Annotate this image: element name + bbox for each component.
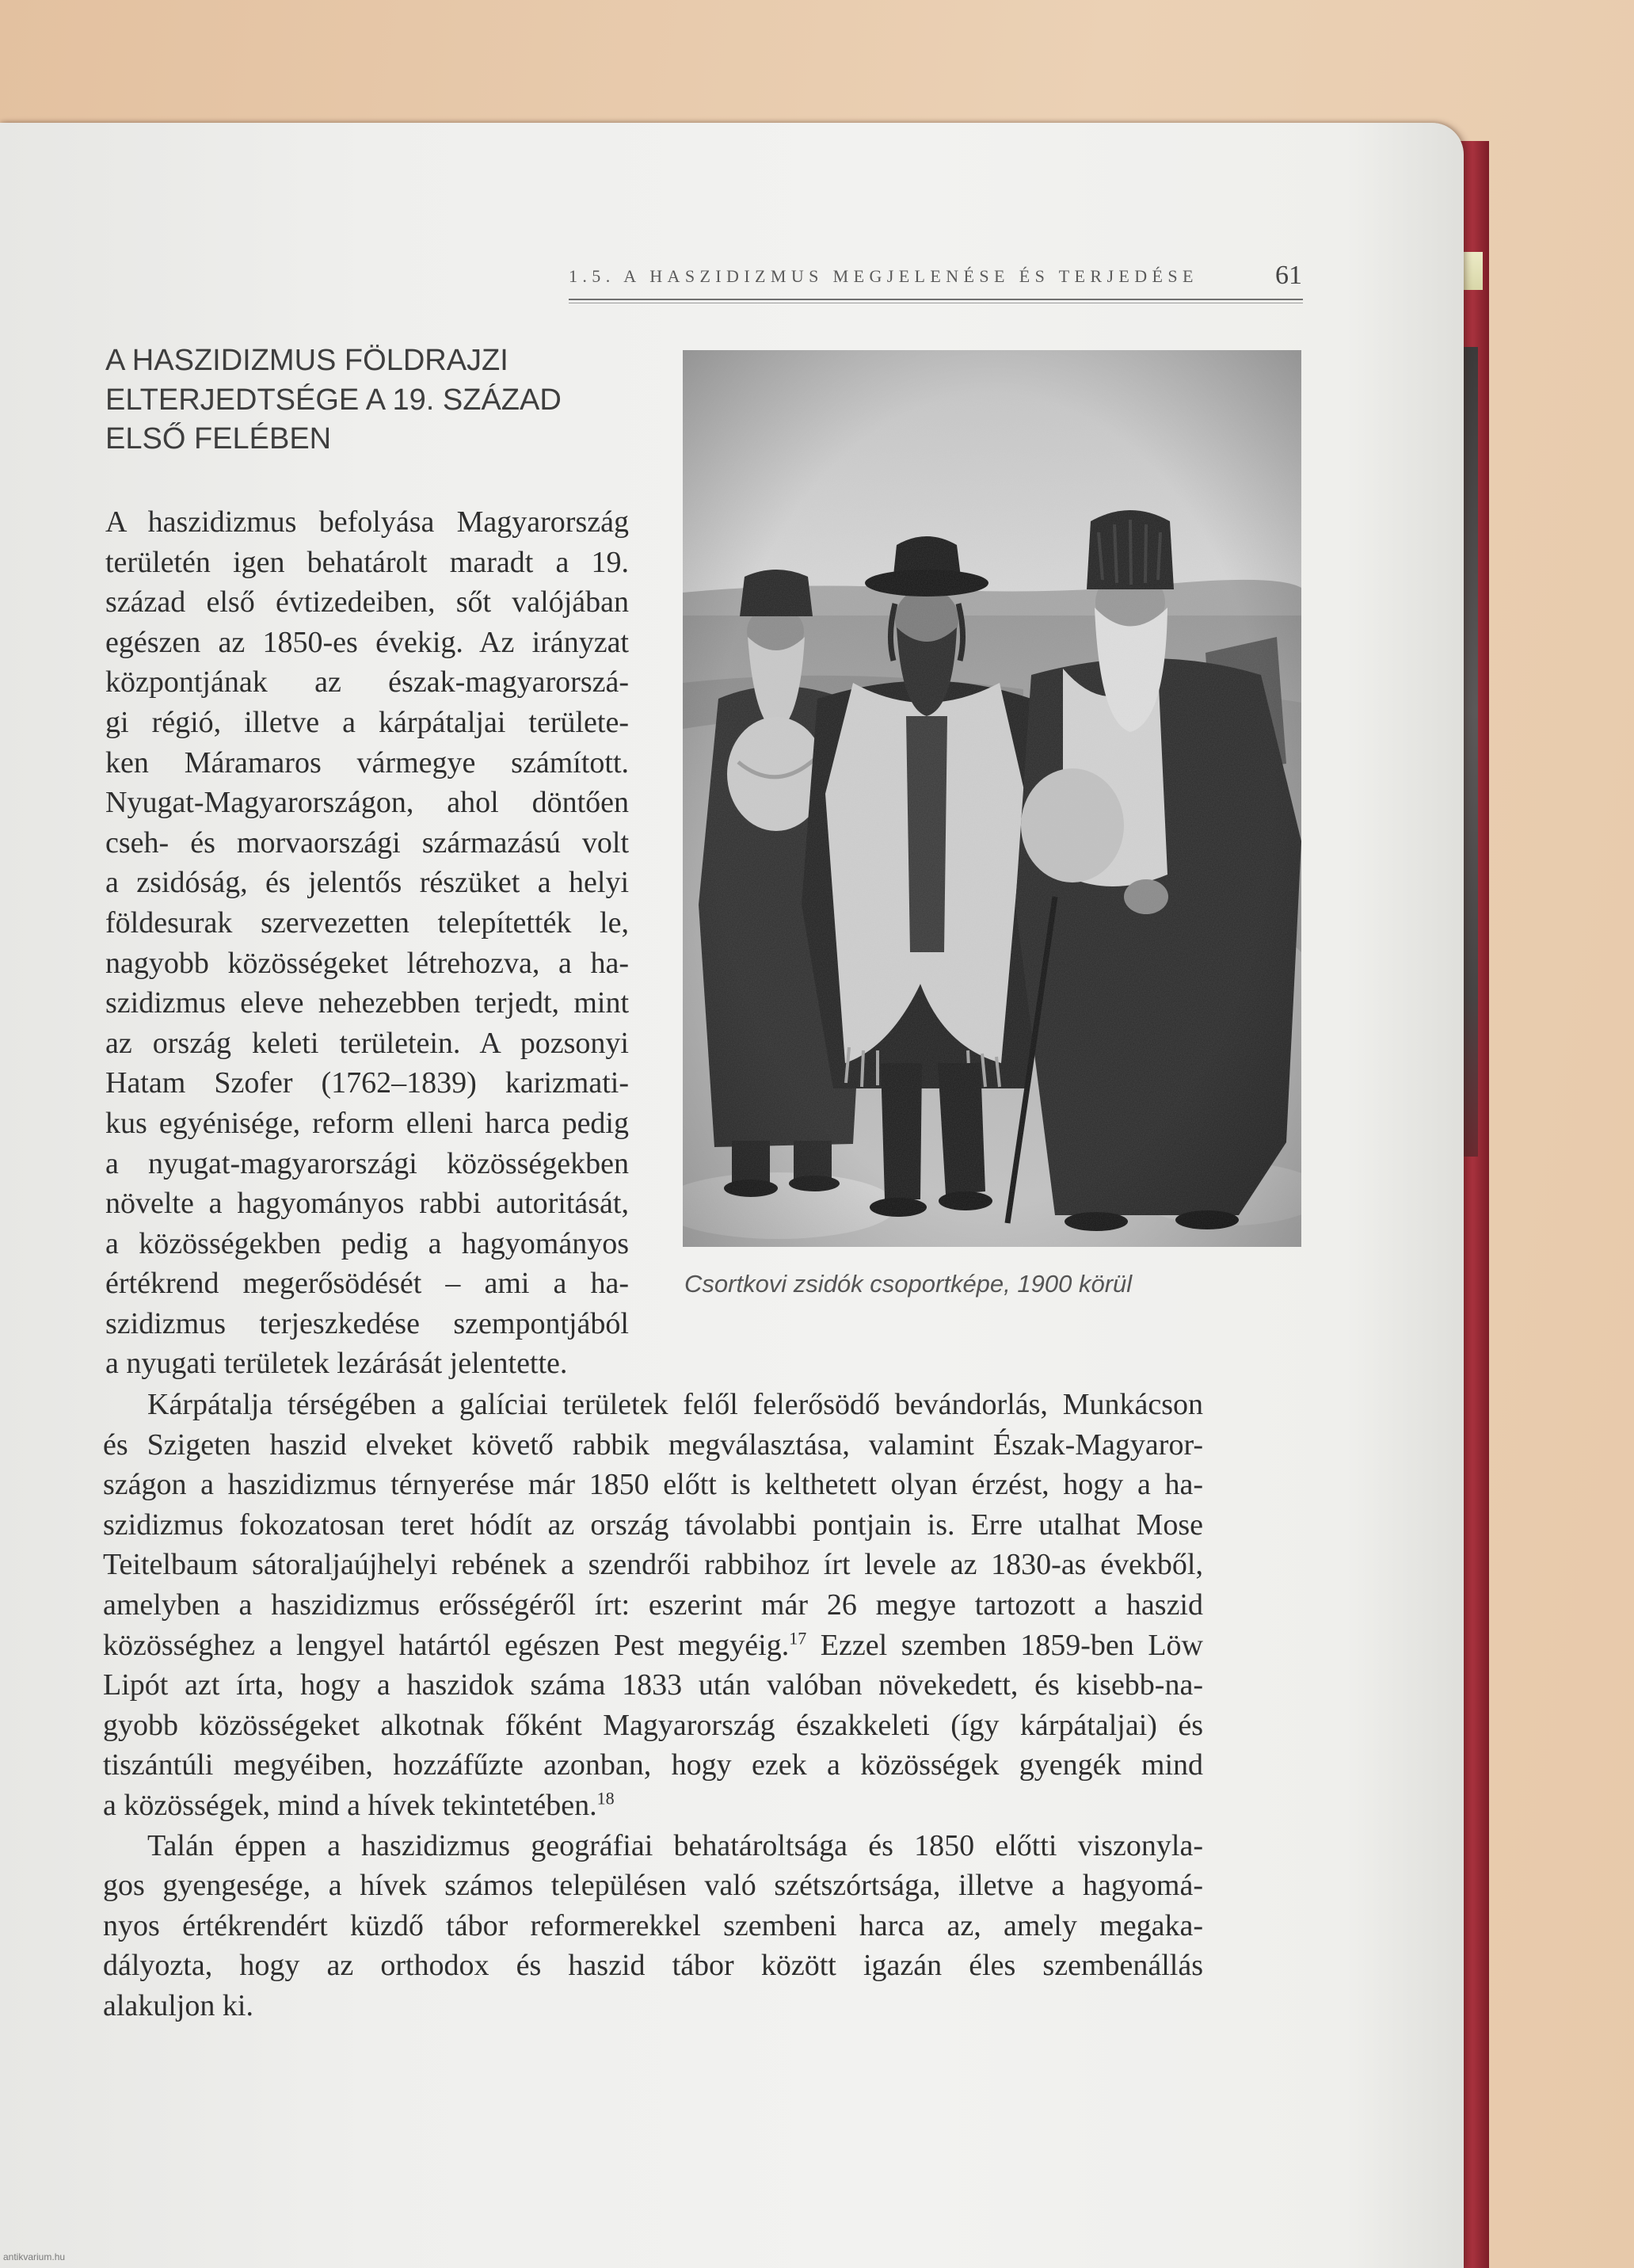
photo-vignette — [683, 350, 1301, 1247]
text-line: területén igen behatárolt maradt a 19. — [105, 545, 629, 579]
text-line: földesurak szervezetten telepítették le, — [105, 905, 629, 940]
section-heading-line: A HASZIDIZMUS FÖLDRAJZI — [105, 344, 508, 377]
underlying-page-edge-dark — [1464, 347, 1478, 1157]
text-line: értékrend megerősödését – ami a ha- — [105, 1267, 629, 1301]
page-number: 61 — [1275, 261, 1302, 290]
text-line: a közösségekben pedig a hagyományos — [105, 1226, 629, 1260]
text-line: szidizmus eleve nehezebben terjedt, mint — [105, 986, 629, 1020]
text-line: ken Máramaros vármegye számított. — [105, 745, 629, 780]
text-line: Nyugat-Magyarországon, ahol döntően — [105, 786, 629, 820]
text-line: gyobb közösségeket alkotnak főként Magyarország északkeleti (így kárpátaljai) és — [103, 1708, 1203, 1742]
text-line: kus egyénisége, reform elleni harca pedig — [105, 1106, 629, 1140]
text-line — [103, 1626, 1203, 1666]
text-line: Kárpátalja térségében a galíciai területek felől felerősödő bevándorlás, Munkácson — [147, 1388, 1203, 1421]
text-line: tiszántúli megyéiben, hozzáfűzte azonban, hogy ezek a közösségek gyengék mind — [103, 1748, 1203, 1782]
text-line: cseh- és morvaországi származású volt — [105, 825, 629, 860]
text-line: szidizmus terjeszkedése szempontjából — [105, 1306, 629, 1340]
text-line: a nyugat-magyarországi közösségekben — [105, 1146, 629, 1180]
text-segment: a közösségek, mind a hívek tekintetében. — [103, 1788, 597, 1822]
text-line: Teitelbaum sátoraljaújhelyi rebének a szendrői rabbihoz írt levele az 1830-as évekből, — [103, 1548, 1203, 1582]
text-line: egészen az 1850-es évekig. Az irányzat — [105, 625, 629, 659]
text-segment: Ezzel szemben 1859-ben Löw — [806, 1628, 1203, 1662]
watermark-text: antikvarium.hu — [3, 2251, 66, 2262]
text-segment: közösséghez a lengyel határtól egészen Pest megyéig. — [103, 1628, 790, 1662]
figure-photo — [683, 350, 1301, 1247]
header-rule — [569, 299, 1303, 300]
text-line: alakuljon ki. — [103, 1988, 253, 2022]
text-line: a nyugati területek lezárását jelentette. — [105, 1347, 568, 1381]
section-heading-line: ELTERJEDTSÉGE A 19. SZÁZAD — [105, 383, 562, 417]
text-line: Hatam Szofer (1762–1839) karizmati- — [105, 1066, 629, 1100]
text-line: dályozta, hogy az orthodox és haszid tábor között igazán éles szembenállás — [103, 1949, 1203, 1983]
footnote-reference: 18 — [596, 1788, 615, 1809]
section-heading-line: ELSŐ FELÉBEN — [105, 422, 332, 456]
text-line: a zsidóság, és jelentős részüket a helyi — [105, 866, 629, 900]
text-line: nagyobb közösségeket létrehozva, a ha- — [105, 946, 629, 980]
body-fullwidth-text — [103, 1385, 1203, 2026]
text-line: szágon a haszidizmus térnyerése már 1850 előtt is kelthetett olyan érzést, hogy a ha- — [103, 1468, 1203, 1502]
text-line: növelte a hagyományos rabbi autoritását, — [105, 1187, 629, 1221]
paragraph — [103, 1385, 1203, 1826]
text-line: A haszidizmus befolyása Magyarország — [105, 505, 629, 539]
text-line: szidizmus fokozatosan teret hódít az ország távolabbi pontjain is. Erre utalhat Mose — [103, 1508, 1203, 1542]
text-line: amelyben a haszidizmus erősségéről írt: eszerint már 26 megye tartozott a haszid — [103, 1588, 1203, 1622]
text-line: és Szigeten haszid elveket követő rabbik megválasztása, valamint Észak-Magyaror- — [103, 1428, 1203, 1462]
text-line: gos gyengesége, a hívek számos településen való szétszórtsága, illetve a hagyomá- — [103, 1869, 1203, 1903]
body-column-text — [105, 502, 629, 1384]
text-line: központjának az észak-magyarorszá- — [105, 665, 629, 699]
text-line: gi régió, illetve a kárpátaljai területe- — [105, 705, 629, 739]
section-heading — [105, 341, 660, 459]
text-line: Talán éppen a haszidizmus geográfiai behatároltsága és 1850 előtti viszonyla- — [147, 1828, 1203, 1862]
photo-image — [683, 350, 1301, 1247]
text-line — [103, 1786, 1203, 1826]
running-header-title: 1.5. A HASZIDIZMUS MEGJELENÉSE ÉS TERJEDÉSE — [569, 266, 1198, 286]
text-line: az ország keleti területein. A pozsonyi — [105, 1026, 629, 1060]
footnote-reference: 17 — [789, 1627, 807, 1648]
text-line: Lipót azt írta, hogy a haszidok száma 1833 után valóban növekedett, és kisebb-na- — [103, 1668, 1203, 1702]
figure-caption: Csortkovi zsidók csoportképe, 1900 körül — [684, 1270, 1133, 1298]
text-line: nyos értékrendért küzdő tábor reformerekkel szembeni harca az, amely megaka- — [103, 1908, 1203, 1942]
paragraph — [103, 1826, 1203, 2026]
underlying-page-edge-pale — [1464, 252, 1483, 290]
text-line: század első évtizedeiben, sőt valójában — [105, 585, 629, 619]
